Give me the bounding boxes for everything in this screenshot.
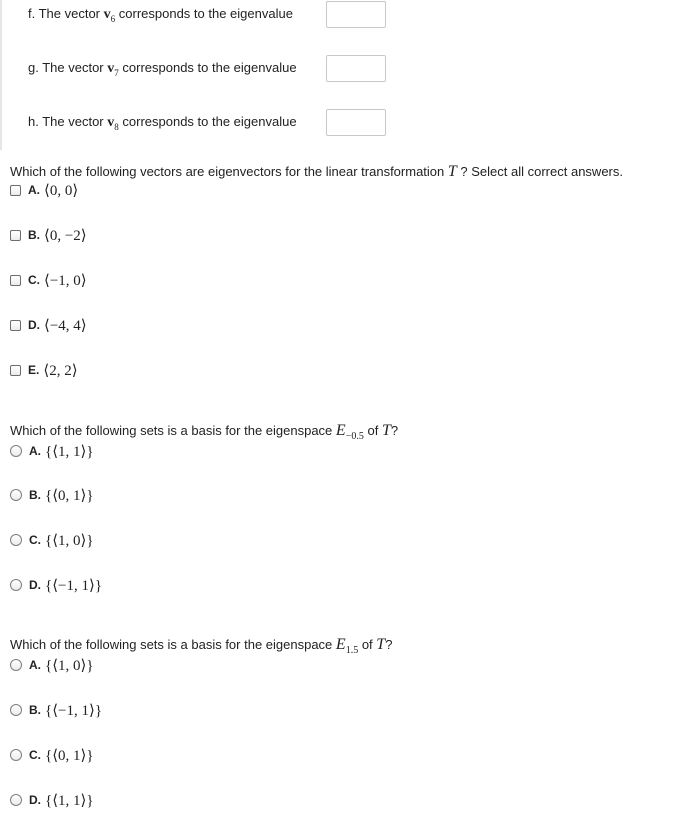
eigen-row-text: g. The vector $v_7$ corresponds to the eigenvalue [28,60,297,78]
radio-button[interactable] [10,659,22,671]
checkbox[interactable] [10,185,21,196]
basis1-option-b[interactable]: B. {⟨0, 1⟩} [10,485,94,505]
eigen-row-h [28,108,297,138]
basis2-option-a[interactable]: A. {⟨1, 0⟩} [10,655,94,675]
radio-button[interactable] [10,794,22,806]
eigenvalue-input-g[interactable] [326,55,386,82]
eigenvector-option-e[interactable]: E. ⟨2, 2⟩ [10,360,78,380]
eigen-row-g [28,54,297,84]
checkbox[interactable] [10,275,21,286]
eigenvalue-input-h[interactable] [326,109,386,136]
question-eigenvectors: Which of the following vectors are eigenvectors for the linear transformation T ? Select all correct answers. [10,163,623,180]
basis1-option-a[interactable]: A. {⟨1, 1⟩} [10,441,94,461]
eigen-row-text: h. The vector $v_8$ corresponds to the eigenvalue [28,114,297,132]
eigenvector-option-a[interactable]: A. ⟨0, 0⟩ [10,180,78,200]
radio-button[interactable] [10,749,22,761]
radio-button[interactable] [10,489,22,501]
basis2-option-d[interactable]: D. {⟨1, 1⟩} [10,790,94,810]
eigen-row-text: f. The vector $v_6$ corresponds to the eigenvalue [28,6,293,24]
question-basis-e-15: Which of the following sets is a basis for the eigenspace $E_{1.5}$ of T? [10,636,393,657]
question-basis-e-neg05: Which of the following sets is a basis for the eigenspace $E_{-0.5}$ of T? [10,422,399,443]
eigenvalue-input-f[interactable] [326,1,386,28]
checkbox[interactable] [10,320,21,331]
basis1-option-c[interactable]: C. {⟨1, 0⟩} [10,530,94,550]
checkbox[interactable] [10,365,21,376]
eigenvector-option-c[interactable]: C. ⟨−1, 0⟩ [10,270,87,290]
eigen-row-f [28,0,293,30]
checkbox[interactable] [10,230,21,241]
radio-button[interactable] [10,445,22,457]
basis2-option-b[interactable]: B. {⟨−1, 1⟩} [10,700,102,720]
radio-button[interactable] [10,579,22,591]
basis1-option-d[interactable]: D. {⟨−1, 1⟩} [10,575,102,595]
eigenvector-option-b[interactable]: B. ⟨0, −2⟩ [10,225,87,245]
eigenvector-option-d[interactable]: D. ⟨−4, 4⟩ [10,315,87,335]
radio-button[interactable] [10,704,22,716]
basis2-option-c[interactable]: C. {⟨0, 1⟩} [10,745,94,765]
radio-button[interactable] [10,534,22,546]
left-border [0,0,2,150]
